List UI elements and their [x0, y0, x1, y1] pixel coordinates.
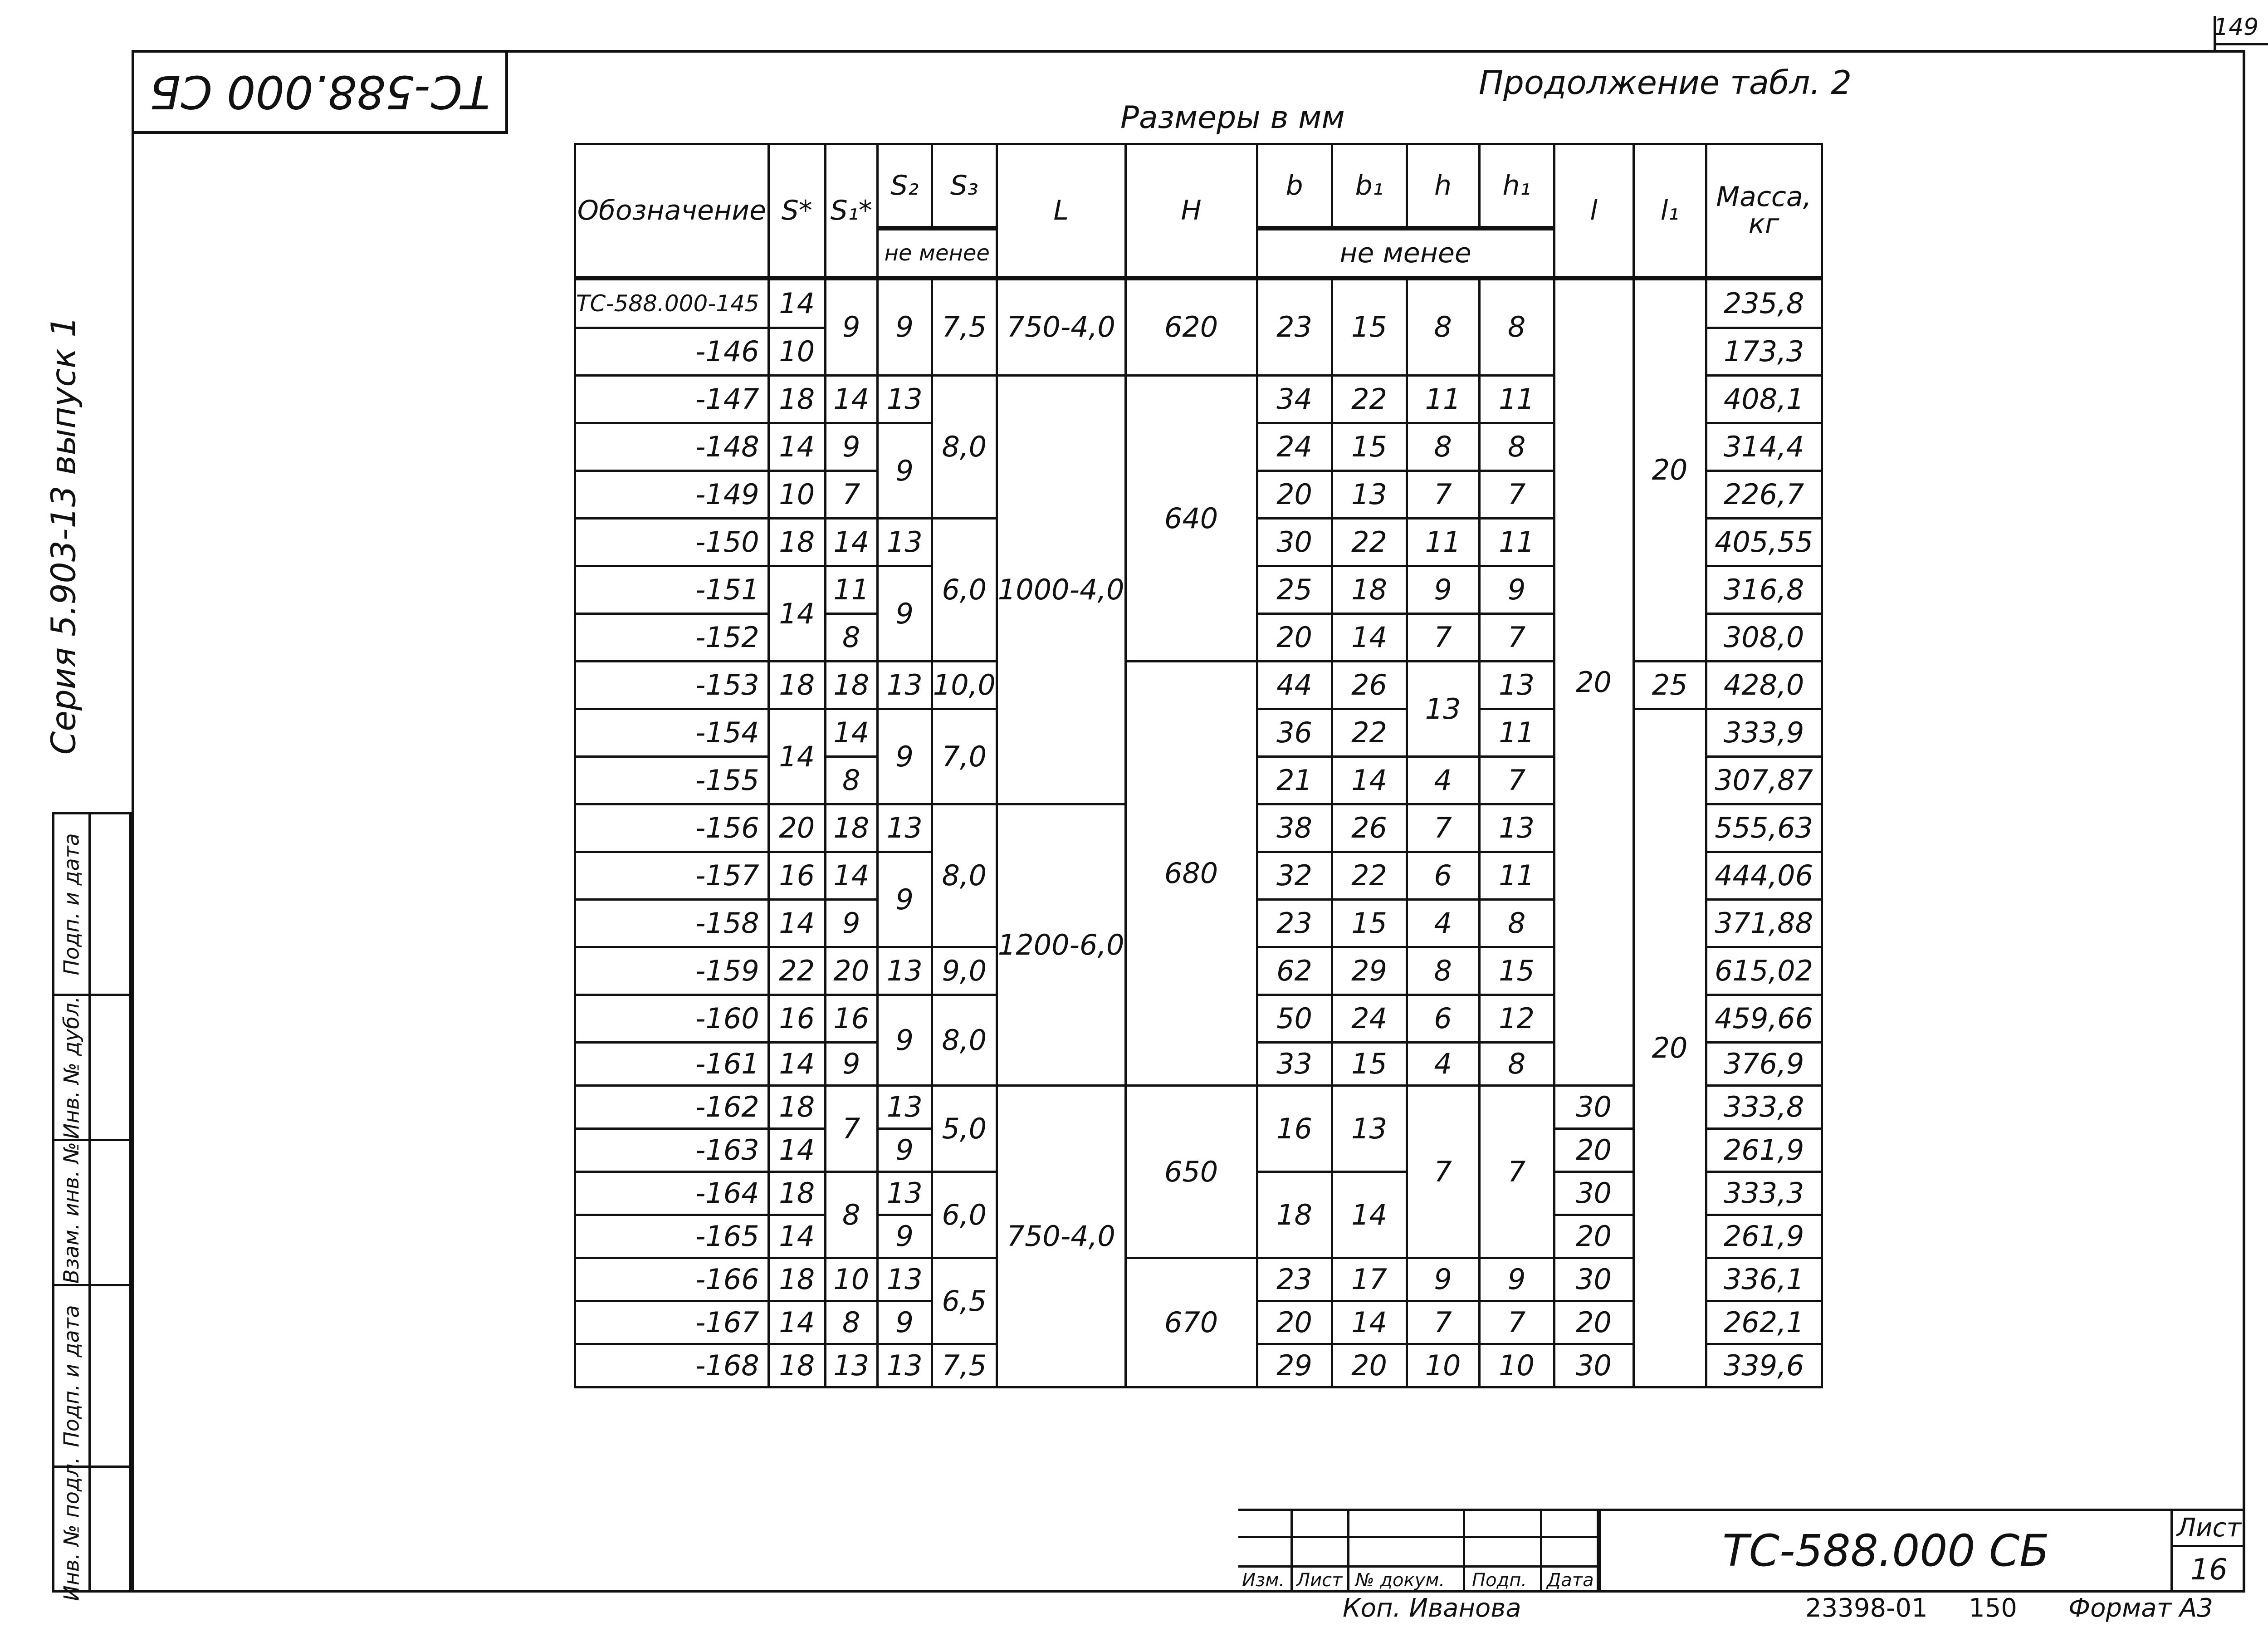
cell-l: 30 — [1554, 1344, 1633, 1387]
cell-b1: 13 — [1332, 1086, 1407, 1172]
header-designation: Обозначение — [575, 144, 769, 278]
tb-col-change: Изм. — [1242, 1570, 1285, 1591]
cell-s1: 20 — [825, 947, 877, 995]
cell-h: 11 — [1407, 376, 1479, 423]
cell-s3: 6,0 — [932, 1172, 997, 1258]
cell-L: 750-4,0 — [997, 1086, 1125, 1387]
cell-s: 14 — [768, 278, 825, 328]
cell-mass: 555,63 — [1706, 804, 1822, 852]
cell-s: 10 — [768, 471, 825, 519]
cell-L: 750-4,0 — [997, 278, 1125, 376]
cell-s1: 14 — [825, 852, 877, 900]
cell-h: 13 — [1407, 662, 1479, 757]
cell-b1: 22 — [1332, 519, 1407, 566]
table-row — [575, 662, 1822, 709]
sheet-number: 16 — [2190, 1553, 2228, 1587]
cell-s1: 9 — [825, 900, 877, 947]
cell-designation: -167 — [575, 1301, 769, 1344]
cell-mass: 615,02 — [1706, 947, 1822, 995]
cell-h: 6 — [1407, 995, 1479, 1043]
cell-s2: 13 — [877, 947, 932, 995]
title-block-revision-grid — [1238, 1509, 1599, 1593]
cell-mass: 235,8 — [1706, 278, 1822, 328]
cell-s: 14 — [768, 1043, 825, 1086]
strip-row-orig-inv — [54, 1457, 129, 1601]
cell-s2: 13 — [877, 1172, 932, 1215]
cell-s: 14 — [768, 900, 825, 947]
cell-designation: -146 — [575, 328, 769, 376]
strip-row-replace-inv — [54, 1141, 129, 1286]
cell-s2: 9 — [877, 1215, 932, 1258]
cell-b1: 20 — [1332, 1344, 1407, 1387]
cell-l: 20 — [1554, 278, 1633, 1086]
cell-b: 18 — [1257, 1172, 1332, 1258]
cell-mass: 333,8 — [1706, 1086, 1822, 1129]
cell-s3: 9,0 — [932, 947, 997, 995]
cell-s: 14 — [768, 1129, 825, 1172]
cell-b: 24 — [1257, 423, 1332, 471]
cell-h: 10 — [1407, 1344, 1479, 1387]
cell-b: 23 — [1257, 1258, 1332, 1301]
cell-s2: 9 — [877, 995, 932, 1086]
cell-s2: 13 — [877, 1258, 932, 1301]
cell-b1: 26 — [1332, 804, 1407, 852]
cell-b: 33 — [1257, 1043, 1332, 1086]
cell-s2: 9 — [877, 423, 932, 519]
cell-s: 14 — [768, 709, 825, 804]
cell-h: 4 — [1407, 900, 1479, 947]
cell-h1: 9 — [1479, 1258, 1554, 1301]
cell-s: 18 — [768, 1344, 825, 1387]
order-number: 23398-01 — [1805, 1593, 1928, 1623]
cell-b: 50 — [1257, 995, 1332, 1043]
page-number: 149 — [2214, 14, 2259, 41]
cell-designation: -152 — [575, 614, 769, 662]
cell-s1: 9 — [825, 1043, 877, 1086]
cell-designation: -160 — [575, 995, 769, 1043]
page-number-underline — [2214, 43, 2268, 45]
cell-mass: 408,1 — [1706, 376, 1822, 423]
header-s: S* — [768, 144, 825, 278]
cell-s2: 9 — [877, 709, 932, 804]
cell-H: 670 — [1125, 1258, 1257, 1387]
cell-b: 34 — [1257, 376, 1332, 423]
strip-label: Подп. и дата — [54, 814, 91, 994]
cell-s1: 18 — [825, 804, 877, 852]
table-row — [575, 278, 1822, 328]
cell-s: 18 — [768, 376, 825, 423]
cell-b: 36 — [1257, 709, 1332, 757]
cell-designation: -164 — [575, 1172, 769, 1215]
cell-s2: 9 — [877, 852, 932, 947]
cell-s: 14 — [768, 423, 825, 471]
cell-h1: 9 — [1479, 566, 1554, 614]
cell-s2: 13 — [877, 662, 932, 709]
cell-H: 650 — [1125, 1086, 1257, 1258]
sheet-label: Лист — [2173, 1511, 2245, 1547]
cell-designation: -148 — [575, 423, 769, 471]
cell-s: 18 — [768, 519, 825, 566]
header-b1: b₁ — [1332, 144, 1407, 228]
cell-s: 14 — [768, 566, 825, 662]
cell-mass: 314,4 — [1706, 423, 1822, 471]
cell-s: 18 — [768, 1172, 825, 1215]
cell-h1: 7 — [1479, 1086, 1554, 1258]
cell-s2: 13 — [877, 519, 932, 566]
cell-designation: -161 — [575, 1043, 769, 1086]
series-label — [0, 316, 127, 755]
cell-s3: 5,0 — [932, 1086, 997, 1172]
document-code-stamp-text: ТС-588.000 СБ — [149, 65, 490, 118]
cell-l1: 20 — [1633, 709, 1706, 1387]
cell-s1: 18 — [825, 662, 877, 709]
cell-h1: 8 — [1479, 900, 1554, 947]
cell-b1: 15 — [1332, 900, 1407, 947]
cell-b1: 14 — [1332, 1172, 1407, 1258]
order-extra: 150 — [1969, 1593, 2017, 1623]
cell-h: 7 — [1407, 614, 1479, 662]
cell-h1: 11 — [1479, 709, 1554, 757]
cell-mass: 316,8 — [1706, 566, 1822, 614]
cell-s3: 6,0 — [932, 519, 997, 662]
cell-b1: 22 — [1332, 376, 1407, 423]
cell-b: 25 — [1257, 566, 1332, 614]
title-block-designation: ТС-588.000 СБ — [1722, 1525, 2049, 1576]
cell-s: 18 — [768, 662, 825, 709]
cell-mass: 428,0 — [1706, 662, 1822, 709]
cell-b: 21 — [1257, 757, 1332, 804]
cell-s1: 14 — [825, 709, 877, 757]
cell-h: 8 — [1407, 947, 1479, 995]
cell-s1: 8 — [825, 757, 877, 804]
strip-row-sign-date-1 — [54, 814, 129, 996]
cell-s3: 8,0 — [932, 995, 997, 1086]
cell-mass: 262,1 — [1706, 1301, 1822, 1344]
cell-designation: -157 — [575, 852, 769, 900]
cell-s2: 9 — [877, 566, 932, 662]
strip-label: Инв. № дубл. — [54, 996, 91, 1139]
cell-s1: 14 — [825, 519, 877, 566]
cell-s3: 8,0 — [932, 804, 997, 947]
cell-designation: -159 — [575, 947, 769, 995]
cell-s1: 7 — [825, 1086, 877, 1172]
cell-s2: 9 — [877, 1129, 932, 1172]
cell-s: 16 — [768, 995, 825, 1043]
tb-col-doc-number: № докум. — [1355, 1570, 1445, 1591]
cell-s3: 7,5 — [932, 1344, 997, 1387]
cell-s2: 9 — [877, 1301, 932, 1344]
cell-s1: 8 — [825, 1301, 877, 1344]
cell-b: 32 — [1257, 852, 1332, 900]
cell-s: 20 — [768, 804, 825, 852]
cell-s3: 8,0 — [932, 376, 997, 519]
cell-b: 23 — [1257, 278, 1332, 376]
cell-h: 7 — [1407, 1301, 1479, 1344]
cell-h1: 8 — [1479, 423, 1554, 471]
cell-h: 9 — [1407, 1258, 1479, 1301]
cell-s1: 8 — [825, 1172, 877, 1258]
header-row-top — [575, 144, 1822, 228]
header-L: L — [997, 144, 1125, 278]
cell-mass: 371,88 — [1706, 900, 1822, 947]
cell-b1: 15 — [1332, 1043, 1407, 1086]
cell-L: 1000-4,0 — [997, 376, 1125, 804]
cell-mass: 339,6 — [1706, 1344, 1822, 1387]
cell-s3: 7,0 — [932, 709, 997, 804]
cell-H: 620 — [1125, 278, 1257, 376]
cell-s3: 6,5 — [932, 1258, 997, 1344]
cell-h: 4 — [1407, 1043, 1479, 1086]
cell-h: 6 — [1407, 852, 1479, 900]
cell-s2: 13 — [877, 804, 932, 852]
cell-s1: 16 — [825, 995, 877, 1043]
cell-s1: 8 — [825, 614, 877, 662]
header-s1: S₁* — [825, 144, 877, 278]
table-continuation-note: Продолжение табл. 2 — [1479, 64, 1852, 102]
copied-by: Коп. Иванова — [1343, 1593, 1521, 1623]
cell-mass: 376,9 — [1706, 1043, 1822, 1086]
cell-s1: 11 — [825, 566, 877, 614]
cell-designation: -156 — [575, 804, 769, 852]
cell-h: 4 — [1407, 757, 1479, 804]
cell-h1: 7 — [1479, 471, 1554, 519]
cell-l: 20 — [1554, 1129, 1633, 1172]
cell-h: 7 — [1407, 804, 1479, 852]
cell-designation: -150 — [575, 519, 769, 566]
cell-s: 10 — [768, 328, 825, 376]
cell-h1: 11 — [1479, 376, 1554, 423]
header-not-less-s: не менее — [877, 228, 997, 278]
cell-s2: 13 — [877, 1086, 932, 1129]
cell-H: 640 — [1125, 376, 1257, 662]
cell-designation: -162 — [575, 1086, 769, 1129]
cell-h1: 7 — [1479, 1301, 1554, 1344]
cell-l: 30 — [1554, 1086, 1633, 1129]
cell-designation: -154 — [575, 709, 769, 757]
tb-col-sheet: Лист — [1296, 1570, 1343, 1591]
specification-rows — [575, 278, 1822, 1387]
cell-b1: 17 — [1332, 1258, 1407, 1301]
cell-b: 20 — [1257, 1301, 1332, 1344]
cell-h1: 10 — [1479, 1344, 1554, 1387]
cell-s: 22 — [768, 947, 825, 995]
header-s2: S₂ — [877, 144, 932, 228]
cell-designation: ТС-588.000-145 — [575, 278, 769, 328]
cell-b: 20 — [1257, 614, 1332, 662]
cell-b1: 24 — [1332, 995, 1407, 1043]
cell-designation: -168 — [575, 1344, 769, 1387]
cell-s3: 7,5 — [932, 278, 997, 376]
cell-designation: -151 — [575, 566, 769, 614]
series-label-text: Серия 5.903-13 выпуск 1 — [44, 316, 83, 755]
cell-s: 16 — [768, 852, 825, 900]
cell-s2: 13 — [877, 376, 932, 423]
cell-s1: 9 — [825, 278, 877, 376]
cell-s1: 7 — [825, 471, 877, 519]
tb-col-signature: Подп. — [1472, 1570, 1527, 1591]
cell-h1: 13 — [1479, 662, 1554, 709]
cell-mass: 333,9 — [1706, 709, 1822, 757]
cell-h1: 11 — [1479, 519, 1554, 566]
cell-s3: 10,0 — [932, 662, 997, 709]
cell-s: 18 — [768, 1258, 825, 1301]
cell-designation: -153 — [575, 662, 769, 709]
cell-s: 18 — [768, 1086, 825, 1129]
header-mass: Масса, кг — [1706, 144, 1822, 278]
strip-label: Подп. и дата — [54, 1286, 91, 1466]
strip-row-sign-date-2 — [54, 1286, 129, 1468]
left-signature-strip — [52, 812, 132, 1601]
cell-b: 23 — [1257, 900, 1332, 947]
units-note: Размеры в мм — [1120, 100, 1345, 136]
cell-designation: -166 — [575, 1258, 769, 1301]
cell-b1: 14 — [1332, 614, 1407, 662]
cell-s2: 9 — [877, 278, 932, 376]
cell-h1: 13 — [1479, 804, 1554, 852]
header-s3: S₃ — [932, 144, 997, 228]
cell-b1: 18 — [1332, 566, 1407, 614]
cell-b1: 13 — [1332, 471, 1407, 519]
header-H: H — [1125, 144, 1257, 278]
cell-designation: -163 — [575, 1129, 769, 1172]
header-h: h — [1407, 144, 1479, 228]
cell-h: 9 — [1407, 566, 1479, 614]
strip-label: Взам. инв. № — [54, 1141, 91, 1284]
cell-mass: 173,3 — [1706, 328, 1822, 376]
cell-b: 20 — [1257, 471, 1332, 519]
sheet-format: Формат А3 — [2068, 1593, 2213, 1623]
cell-h1: 7 — [1479, 757, 1554, 804]
cell-s: 14 — [768, 1301, 825, 1344]
cell-s1: 9 — [825, 423, 877, 471]
cell-mass: 226,7 — [1706, 471, 1822, 519]
cell-H: 680 — [1125, 662, 1257, 1086]
cell-designation: -158 — [575, 900, 769, 947]
cell-mass: 333,3 — [1706, 1172, 1822, 1215]
cell-h: 11 — [1407, 519, 1479, 566]
cell-b1: 14 — [1332, 757, 1407, 804]
cell-mass: 261,9 — [1706, 1129, 1822, 1172]
cell-h1: 15 — [1479, 947, 1554, 995]
cell-L: 1200-6,0 — [997, 804, 1125, 1086]
cell-h: 8 — [1407, 278, 1479, 376]
cell-mass: 307,87 — [1706, 757, 1822, 804]
cell-s1: 14 — [825, 376, 877, 423]
cell-l: 30 — [1554, 1258, 1633, 1301]
cell-s1: 13 — [825, 1344, 877, 1387]
cell-l1: 20 — [1633, 278, 1706, 662]
cell-h: 7 — [1407, 471, 1479, 519]
cell-s2: 13 — [877, 1344, 932, 1387]
cell-b: 62 — [1257, 947, 1332, 995]
cell-b1: 15 — [1332, 278, 1407, 376]
cell-l: 30 — [1554, 1172, 1633, 1215]
cell-b1: 22 — [1332, 852, 1407, 900]
specification-table — [574, 143, 1823, 1388]
cell-h1: 7 — [1479, 614, 1554, 662]
cell-b1: 26 — [1332, 662, 1407, 709]
strip-label: Инв. № подл. — [54, 1468, 91, 1590]
cell-mass: 261,9 — [1706, 1215, 1822, 1258]
cell-s: 14 — [768, 1215, 825, 1258]
strip-row-dup-inv — [54, 996, 129, 1141]
cell-b1: 14 — [1332, 1301, 1407, 1344]
cell-b: 38 — [1257, 804, 1332, 852]
cell-b: 44 — [1257, 662, 1332, 709]
cell-s1: 10 — [825, 1258, 877, 1301]
cell-h: 7 — [1407, 1086, 1479, 1258]
cell-b: 16 — [1257, 1086, 1332, 1172]
cell-mass: 405,55 — [1706, 519, 1822, 566]
cell-mass: 444,06 — [1706, 852, 1822, 900]
cell-mass: 336,1 — [1706, 1258, 1822, 1301]
header-l1: l₁ — [1633, 144, 1706, 278]
cell-h1: 12 — [1479, 995, 1554, 1043]
header-not-less-b: не менее — [1257, 228, 1554, 278]
cell-designation: -165 — [575, 1215, 769, 1258]
cell-b1: 15 — [1332, 423, 1407, 471]
cell-mass: 308,0 — [1706, 614, 1822, 662]
header-l: l — [1554, 144, 1633, 278]
cell-mass: 459,66 — [1706, 995, 1822, 1043]
cell-l: 20 — [1554, 1301, 1633, 1344]
cell-l1: 25 — [1633, 662, 1706, 709]
cell-b1: 22 — [1332, 709, 1407, 757]
cell-b: 30 — [1257, 519, 1332, 566]
cell-designation: -149 — [575, 471, 769, 519]
header-b: b — [1257, 144, 1332, 228]
cell-b1: 29 — [1332, 947, 1407, 995]
cell-designation: -147 — [575, 376, 769, 423]
header-h1: h₁ — [1479, 144, 1554, 228]
cell-designation: -155 — [575, 757, 769, 804]
cell-h1: 11 — [1479, 852, 1554, 900]
cell-h1: 8 — [1479, 278, 1554, 376]
cell-h: 8 — [1407, 423, 1479, 471]
tb-col-date: Дата — [1547, 1570, 1594, 1591]
cell-h1: 8 — [1479, 1043, 1554, 1086]
cell-b: 29 — [1257, 1344, 1332, 1387]
cell-l: 20 — [1554, 1215, 1633, 1258]
